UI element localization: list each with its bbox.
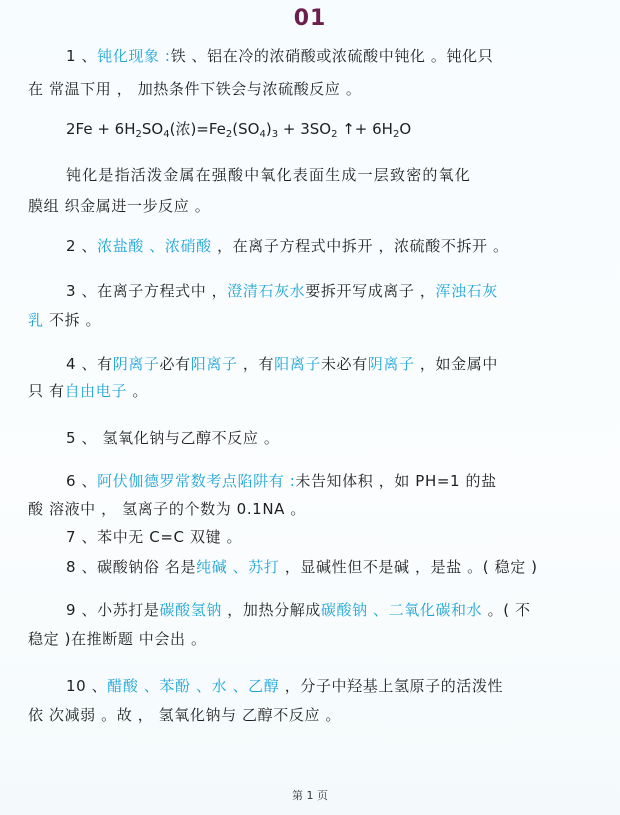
highlight-term: 阳离子 xyxy=(274,355,321,373)
item-10-line-1: 10 、醋酸 、苯酚 、水 、乙醇 ，分子中羟基上氢原子的活泼性 xyxy=(66,677,504,695)
chemical-equation: $2Fe + 6H_2SO_4$(浓)$=Fe_2(SO_4)_3 + 3SO_2$ ↑+ $6H_2O$ xyxy=(66,120,412,140)
item-10-line-2: 依 次减弱 。故 ， 氢氧化钠与 乙醇不反应 。 xyxy=(28,706,342,724)
highlight-term: 碳酸氢钠 xyxy=(159,601,222,619)
passivation-line-1: 钝化是指活泼金属在强酸中氧化表面生成一层致密的氧化 xyxy=(66,166,472,184)
item-9-line-1: 9 、小苏打是碳酸氢钠 ，加热分解成碳酸钠 、二氧化碳和水 。( 不 xyxy=(66,601,531,619)
item-2-line-1: 2 、浓盐酸 、浓硝酸 ，在离子方程式中拆开 ，浓硫酸不拆开 。 xyxy=(66,237,509,255)
highlight-term: 纯碱 、苏打 xyxy=(196,558,280,576)
item-5-line-1: 5 、 氢氧化钠与乙醇不反应 。 xyxy=(66,429,280,447)
page-title: 01 xyxy=(293,6,327,31)
highlight-term: 阴离子 xyxy=(367,355,415,373)
item-1-line-1: 1 、钝化现象 :铁 、铝在冷的浓硝酸或浓硫酸中钝化 。钝化只 xyxy=(66,47,494,65)
highlight-term: 阳离子 xyxy=(190,355,238,373)
highlight-term: 阿伏伽德罗常数考点陷阱有 : xyxy=(97,472,296,490)
passivation-line-2: 膜组 织金属进一步反应 。 xyxy=(28,197,211,215)
item-4-line-2: 只 有自由电子 。 xyxy=(28,382,148,400)
highlight-term: 钝化现象 : xyxy=(97,47,171,65)
page-number: 第 1 页 xyxy=(292,789,328,802)
item-7-line-1: 7 、苯中无 C=C 双键 。 xyxy=(66,528,243,546)
highlight-term: 澄清石灰水 xyxy=(227,282,306,300)
item-6-line-2: 酸 溶液中 ， 氢离子的个数为 0.1NA 。 xyxy=(28,500,306,518)
item-1-line-2: 在 常温下用 ， 加热条件下铁会与浓硫酸反应 。 xyxy=(28,80,362,98)
item-3-line-2: 乳 不拆 。 xyxy=(28,311,102,329)
highlight-term: 自由电子 xyxy=(64,382,127,400)
highlight-term: 碳酸钠 、二氧化碳和水 xyxy=(320,601,483,619)
highlight-term: 浓盐酸 、浓硝酸 xyxy=(97,237,212,255)
item-3-line-1: 3 、在离子方程式中 ，澄清石灰水要拆开写成离子 ，浑浊石灰 xyxy=(66,282,498,300)
item-4-line-1: 4 、有阴离子必有阳离子 ，有阳离子未必有阴离子 ，如金属中 xyxy=(66,355,498,373)
highlight-term: 浑浊石灰 xyxy=(435,282,498,300)
highlight-term: 醋酸 、苯酚 、水 、乙醇 xyxy=(107,677,280,695)
item-6-line-1: 6 、阿伏伽德罗常数考点陷阱有 :未告知体积 ，如 PH=1 的盐 xyxy=(66,472,497,490)
item-9-line-2: 稳定 )在推断题 中会出 。 xyxy=(28,630,207,648)
item-8-line-1: 8 、碳酸钠俗 名是纯碱 、苏打 ，显碱性但不是碱 ，是盐 。( 稳定 ) xyxy=(66,558,538,576)
highlight-term: 阴离子 xyxy=(112,355,160,373)
highlight-term: 乳 xyxy=(28,311,44,329)
